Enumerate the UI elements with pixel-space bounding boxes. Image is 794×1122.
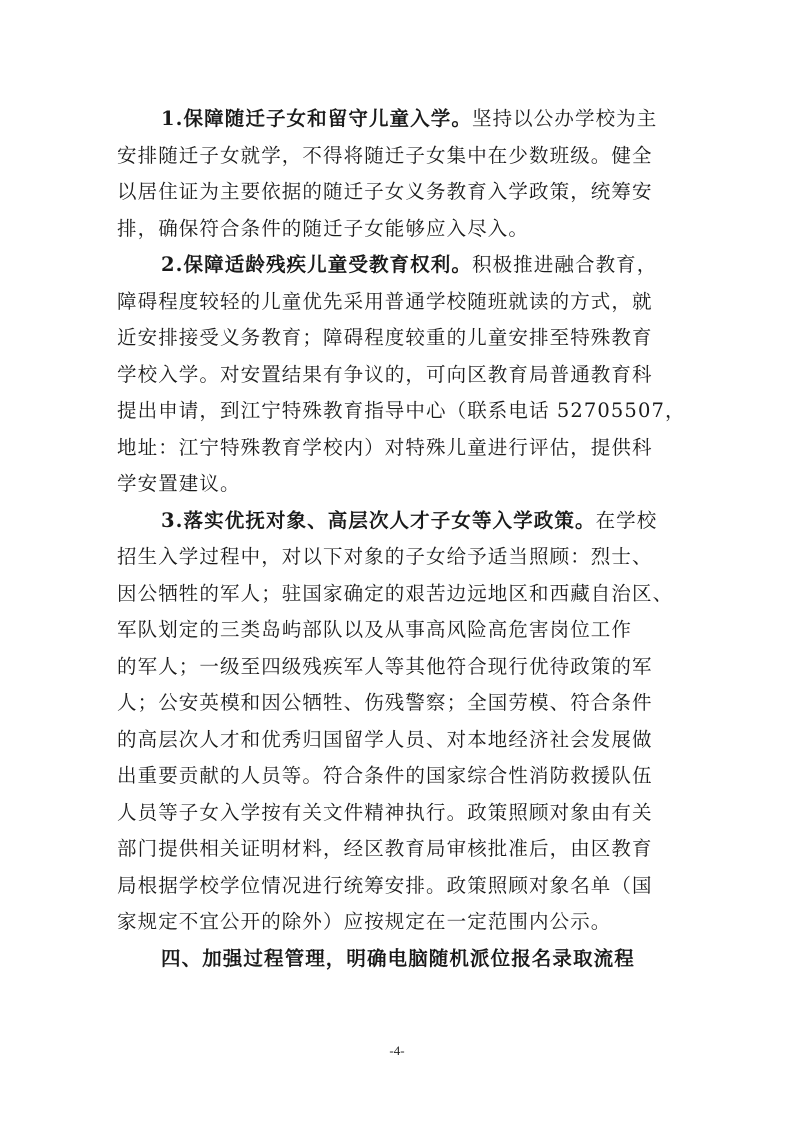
section-2-lead: 2.保障适龄残疾儿童受教育权利。 <box>161 253 472 276</box>
paragraph-line: 学校入学。对安置结果有争议的，可向区教育局普通教育科 <box>117 362 653 386</box>
paragraph-line: 因公牺牲的军人；驻国家确定的艰苦边远地区和西藏自治区、 <box>117 581 674 605</box>
section-1-text: 坚持以公办学校为主 <box>471 107 658 130</box>
paragraph-line: 部门提供相关证明材料，经区教育局审核批准后，由区教育 <box>117 837 653 860</box>
section-3-lead: 3.落实优抚对象、高层次人才子女等入学政策。 <box>161 508 596 532</box>
paragraph-line: 的高层次人才和优秀归国留学人员、对本地经济社会发展做 <box>117 727 653 751</box>
section-2-first-line <box>117 247 677 284</box>
paragraph-line: 的军人；一级至四级残疾军人等其他符合现行优待政策的军 <box>117 654 653 678</box>
paragraph-line: 军队划定的三类岛屿部队以及从事高风险高危害岗位工作 <box>117 618 633 641</box>
paragraph-line: 招生入学过程中，对以下对象的子女给予适当照顾：烈士、 <box>117 545 653 568</box>
paragraph-line: 家规定不宜公开的除外）应按规定在一定范围内公示。 <box>117 910 612 933</box>
section-1-first-line <box>117 101 677 138</box>
paragraph-line: 近安排接受义务教育；障碍程度较重的儿童安排至特殊教育 <box>117 326 653 349</box>
section-2-text: 积极推进融合教育， <box>471 253 658 276</box>
document-body <box>117 101 686 977</box>
paragraph-line: 人；公安英模和因公牺牲、伤残警察；全国劳模、符合条件 <box>117 691 653 714</box>
paragraph-line: 以居住证为主要依据的随迁子女义务教育入学政策，统筹安 <box>117 180 653 203</box>
paragraph-line: 障碍程度较轻的儿童优先采用普通学校随班就读的方式，就 <box>117 289 653 313</box>
section-1-lead: 1.保障随迁子女和留守儿童入学。 <box>161 107 472 130</box>
paragraph-line: 提出申请，到江宁特殊教育指导中心（联系电话 52705507， <box>117 399 686 422</box>
paragraph-line: 排，确保符合条件的随迁子女能够应入尽入。 <box>117 216 530 240</box>
page-number: -4- <box>389 1043 405 1058</box>
paragraph-line: 学安置建议。 <box>117 472 241 495</box>
paragraph-line: 局根据学校学位情况进行统筹安排。政策照顾对象名单（国 <box>117 873 653 897</box>
section-4-heading: 四、加强过程管理，明确电脑随机派位报名录取流程 <box>161 946 635 970</box>
section-3-text: 在学校 <box>595 508 658 532</box>
section-3-first-line <box>117 503 677 540</box>
paragraph-line: 安排随迁子女就学，不得将随迁子女集中在少数班级。健全 <box>117 143 653 167</box>
paragraph-line: 出重要贡献的人员等。符合条件的国家综合性消防救援队伍 <box>117 764 653 787</box>
paragraph-line: 人员等子女入学按有关文件精神执行。政策照顾对象由有关 <box>117 800 653 824</box>
paragraph-line: 地址：江宁特殊教育学校内）对特殊儿童进行评估，提供科 <box>117 435 653 459</box>
